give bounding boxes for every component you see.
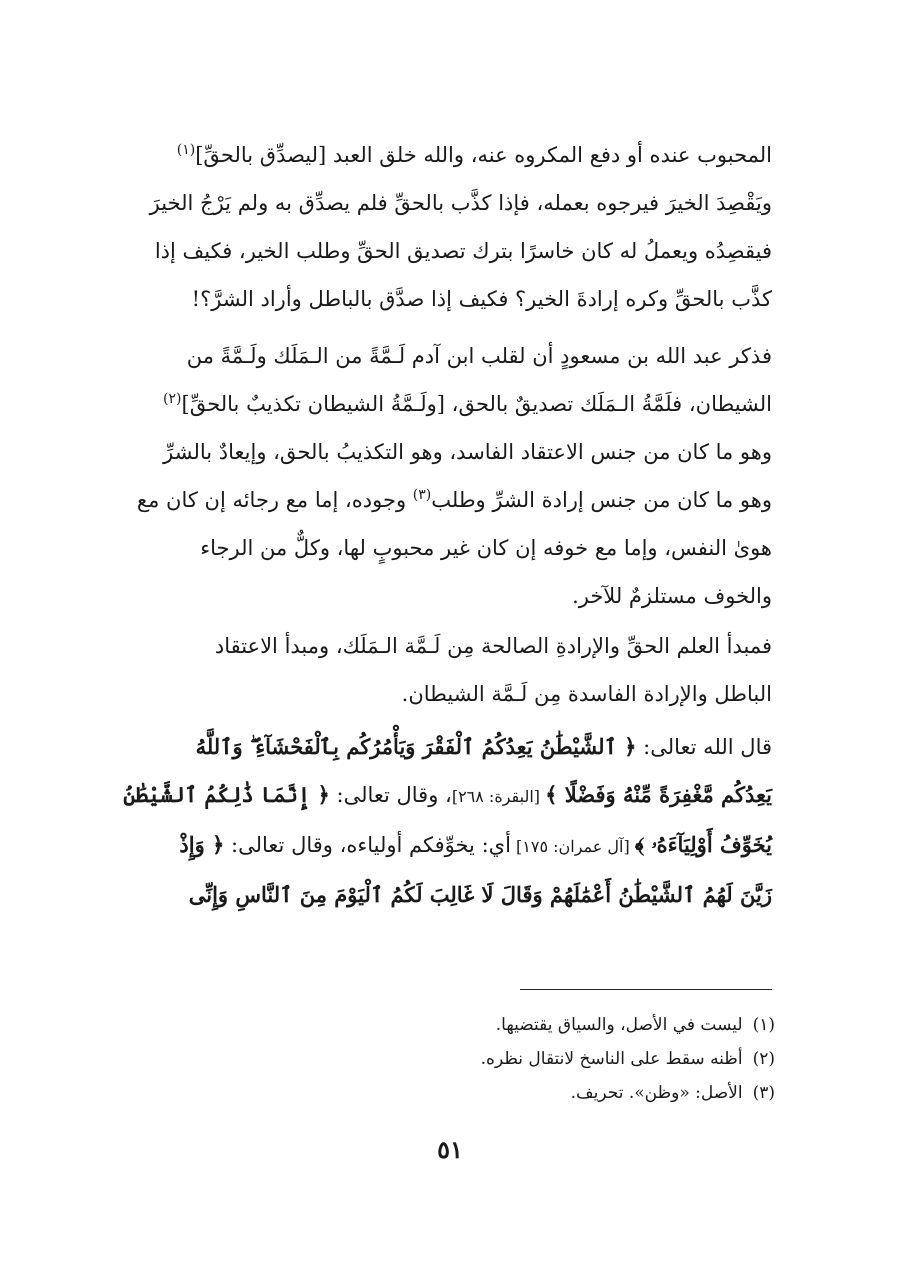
footnote-item [420, 1076, 775, 1110]
text-line: هوىٰ النفس، وإما مع خوفه إن كان غير محبوبٍ لها، وكلٌّ من الرجاء [200, 536, 772, 560]
footnote-divider [520, 989, 772, 990]
text-line: الباطل والإرادة الفاسدة مِن لَـمَّة الشيطان. [401, 682, 772, 706]
text-line: الشيطان، فلَمَّةُ الـمَلَك تصديقٌ بالحق، [ولَـمَّةُ الشيطان تكذيبٌ بالحقِّ]$^{(٢)}$ [163, 391, 772, 416]
footnote-text: أظنه سقط على الناسخ لانتقال نظره. [480, 1049, 743, 1069]
quran-verse: ﴿ وَإِذْ [179, 832, 225, 857]
page-number: ٥١ [437, 1135, 463, 1164]
footnote-text: ليست في الأصل، والسياق يقتضيها. [495, 1015, 743, 1035]
text-line: قال الله تعالى: ﴿ ٱلشَّيْطَٰنُ يَعِدُكُمُ ٱلْفَقْرَ وَيَأْمُرُكُم بِٱلْفَحْشَآءِ ۖ وَٱللَّهُ [195, 734, 772, 759]
text-line: يُخَوِّفُ أَوْلِيَآءَهُۥ ﴾ [آل عمران: ١٧٥] أي: يخوِّفكم أولياءه، وقال تعالى: ﴿ وَإِذْ [179, 832, 772, 857]
quran-verse: يُخَوِّفُ أَوْلِيَآءَهُۥ ﴾ [634, 832, 772, 857]
text-line: يَعِدُكُم مَّغْفِرَةً مِّنْهُ وَفَضْلًا ﴾ [البقرة: ٢٦٨]، وقال تعالى: ﴿ إِنَّمَا ذَٰلِكُمُ ٱلشَّيْطَٰنُ [123, 782, 772, 807]
text-line: كذَّب بالحقِّ وكره إرادةَ الخير؟ فكيف إذا صدَّق بالباطل وأراد الشرَّ؟! [191, 287, 772, 311]
text-line: فيقصِدُه ويعملُ له كان خاسرًا بترك تصديق الحقِّ وطلب الخير، فكيف إذا [154, 239, 772, 263]
verse-reference: [آل عمران: ١٧٥] [510, 837, 635, 856]
text-line: فذكر عبد الله بن مسعودٍ أن لقلب ابن آدم لَـمَّةً من الـمَلَك ولَـمَّةً من [186, 344, 772, 368]
text-line [150, 871, 772, 919]
footnote-ref-1[interactable]: (١) [176, 142, 196, 158]
verse-reference: [البقرة: ٢٦٨] [451, 787, 546, 806]
footnote-number: (١) [752, 1015, 775, 1035]
footnote-text: الأصل: «وظن». تحريف. [570, 1083, 743, 1103]
quran-verse: ﴿ ٱلشَّيْطَٰنُ يَعِدُكُمُ ٱلْفَقْرَ وَيَأْمُرُكُم بِٱلْفَحْشَآءِ ۖ وَٱللَّهُ [195, 734, 637, 759]
footnote-item [420, 1042, 775, 1076]
text-line: والخوف مستلزمٌ للآخر. [572, 584, 772, 608]
footnote-number: (٢) [752, 1049, 775, 1069]
text-line: ويَقْصِدَ الخيرَ فيرجوه بعمله، فإذا كذَّب بالحقِّ فلم يصدِّق به ولم يَرْجُ الخيرَ [149, 191, 772, 215]
paragraph-1 [150, 131, 772, 323]
quran-verse: زَيَّنَ لَهُمُ ٱلشَّيْطَٰنُ أَعْمَٰلَهُمْ وَقَالَ لَا غَالِبَ لَكُمُ ٱلْيَوْمَ مِنَ ٱلنَّاسِ وَإِنِّى [188, 882, 772, 907]
footnote-number: (٣) [752, 1083, 775, 1103]
text-line: وهو ما كان من جنس إرادة الشرِّ وطلب$^{(٣)}$ وجوده، إما مع رجائه إن كان مع [136, 487, 772, 512]
footnote-item [420, 1008, 775, 1042]
footnote-ref-3[interactable]: (٣) [412, 487, 432, 503]
quran-verse: يَعِدُكُم مَّغْفِرَةً مِّنْهُ وَفَضْلًا ﴾ [545, 782, 772, 807]
paragraph-2 [136, 332, 772, 620]
paragraph-4 [123, 723, 772, 919]
text-line: وهو ما كان من جنس الاعتقاد الفاسد، وهو التكذيبُ بالحق، وإيعادٌ بالشرِّ [163, 440, 772, 464]
quran-verse: ﴿ إِنَّمَا ذَٰلِكُمُ ٱلشَّيْطَٰنُ [123, 782, 330, 807]
footnotes [420, 1008, 775, 1110]
text-line: فمبدأ العلم الحقِّ والإرادةِ الصالحة مِن لَـمَّة الـمَلَك، ومبدأ الاعتقاد [214, 634, 772, 658]
footnote-ref-2[interactable]: (٢) [163, 391, 182, 407]
text-line: المحبوب عنده أو دفع المكروه عنه، والله خلق العبد [ليصدِّق بالحقِّ]$^{(١)}$ [176, 142, 772, 167]
paragraph-3 [150, 622, 772, 718]
